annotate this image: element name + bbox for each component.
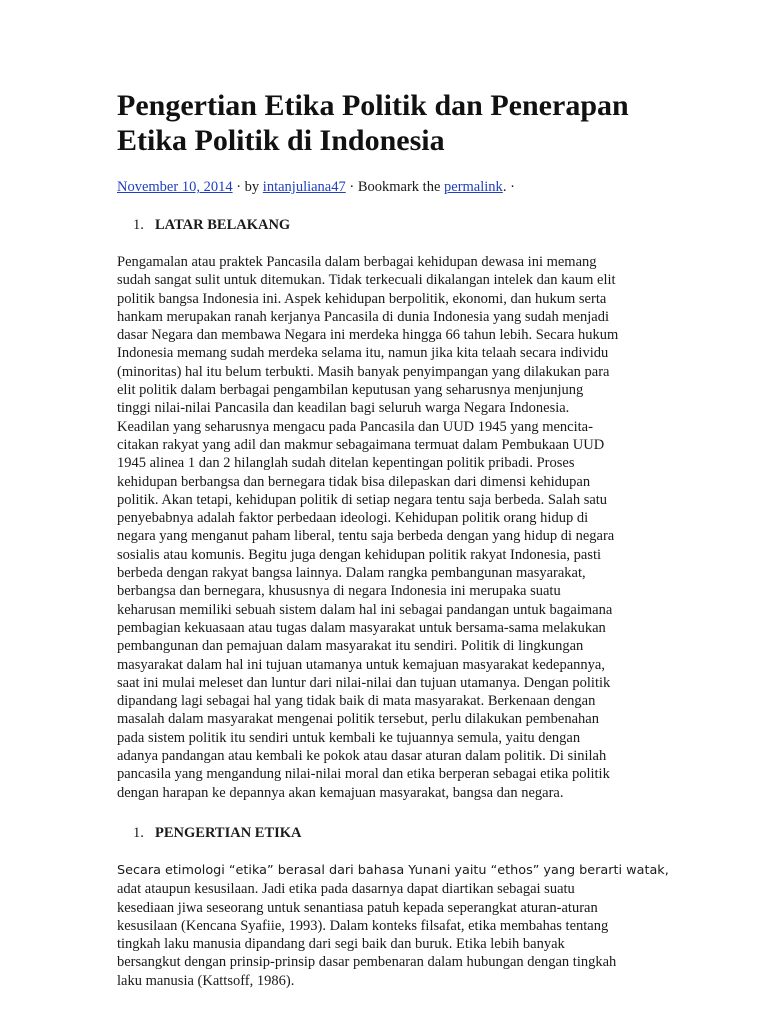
meta-separator-bookmark: · Bookmark the [345, 179, 445, 195]
paragraph-line: masalah dalam masyarakat mengenai politik tersebut, perlu dilakukan pembenahan [117, 711, 599, 728]
paragraph-latar-belakang [117, 253, 657, 802]
paragraph-line: Secara etimologi “etika” berasal dari bahasa Yunani yaitu “ethos” yang berarti watak, [117, 862, 669, 878]
paragraph-line: tingkah laku manusia dipandang dari segi baik dan buruk. Etika lebih banyak [117, 936, 565, 953]
paragraph-line: keharusan memiliki sebuah sistem dalam hal ini sebagai pandangan untuk bagaimana [117, 601, 613, 618]
paragraph-line: negara yang menganut paham liberal, tentu saja berbeda dengan yang hidup di negara [117, 528, 615, 545]
paragraph-line: bersangkut dengan prinsip-prinsip dasar pembenaran dalam hubungan dengan tingkah [117, 954, 617, 971]
paragraph-line: penyebabnya adalah faktor perbedaan ideologi. Kehidupan politik orang hidup di [117, 510, 589, 527]
paragraph-line: masyarakat dalam hal ini tujuan utamanya untuk kemajuan masyarakat kedepannya, [117, 656, 605, 673]
author-link[interactable]: intanjuliana47 [262, 179, 346, 195]
section-title: PENGERTIAN ETIKA [155, 824, 302, 841]
title-line-2: Etika Politik di Indonesia [117, 124, 445, 157]
paragraph-line: pancasila yang mengandung nilai-nilai moral dan etika berperan sebagai etika politik [117, 766, 610, 783]
paragraph-line: citakan rakyat yang adil dan makmur sebagaimana termuat dalam Pembukaan UUD [117, 436, 605, 453]
date-link[interactable]: November 10, 2014 [117, 179, 233, 195]
paragraph-line: kesusilaan (Kencana Syafiie, 1993). Dalam konteks filsafat, etika membahas tentang [117, 917, 609, 934]
article-title [117, 88, 657, 158]
permalink-link[interactable]: permalink [444, 179, 503, 195]
paragraph-line: sudah sangat sulit untuk ditemukan. Tidak terkecuali dikalangan intelek dan kaum elit [117, 272, 616, 289]
paragraph-line: kesediaan jiwa seseorang untuk senantiasa patuh kepada seperangkat aturan-aturan [117, 899, 598, 916]
post-meta [117, 178, 657, 196]
paragraph-line: adat ataupun kesusilaan. Jadi etika pada dasarnya dapat diartikan sebagai suatu [117, 881, 575, 898]
paragraph-line: pembangunan dan pemajuan dalam masyarakat itu sendiri. Politik di lingkungan [117, 638, 584, 655]
paragraph-line: elit politik dalam berbagai pengambilan keputusan yang seharusnya menjunjung [117, 382, 584, 399]
section-heading-latar-belakang [117, 216, 657, 234]
paragraph-line: pembagian kekuasaan atau tugas dalam masyarakat untuk bersama-sama melakukan [117, 619, 606, 636]
section-title: LATAR BELAKANG [155, 217, 291, 233]
paragraph-line: berbangsa dan bernegara, khususnya di negara Indonesia ini merupaka suatu [117, 583, 561, 600]
paragraph-line: (minoritas) hal itu belum terbukti. Masih banyak penyimpangan yang dilakukan para [117, 363, 610, 380]
article [117, 88, 669, 990]
paragraph-line: politik bangsa Indonesia ini. Aspek kehidupan berpolitik, ekonomi, dan hukum serta [117, 290, 607, 307]
paragraph-line: adanya pandangan atau kembali ke pokok atau dasar aturan dalam politik. Di sinilah [117, 748, 607, 765]
section-number: 1. [133, 217, 144, 233]
paragraph-line: hankam merupakan ranah kerjanya Pancasila di dunia Indonesia yang sudah menjadi [117, 308, 610, 325]
paragraph-line: dengan harapan ke depannya akan kemajuan masyarakat, bangsa dan negara. [117, 784, 564, 801]
paragraph-line: laku manusia (Kattsoff, 1986). [117, 972, 295, 989]
paragraph-line: kehidupan berbangsa dan bernegara tidak bisa dilepaskan dari dimensi kehidupan [117, 473, 591, 490]
paragraph-line: saat ini mulai meleset dan luntur dari nilai-nilai dan tujuan utamanya. Dengan politik [117, 674, 611, 691]
paragraph-line: pada sistem politik itu sendiri untuk kembali ke tujuannya semula, yaitu dengan [117, 729, 581, 746]
paragraph-line: Keadilan yang seharusnya mengacu pada Pancasila dan UUD 1945 yang mencita- [117, 418, 593, 435]
paragraph-line: dasar Negara dan membawa Negara ini merdeka hingga 66 tahun lebih. Secara hukum [117, 327, 619, 344]
section-heading-pengertian-etika [117, 824, 657, 842]
paragraph-line: tinggi nilai-nilai Pancasila dan keadilan bagi seluruh warga Negara Indonesia. [117, 400, 570, 417]
paragraph-line: berbeda dengan rakyat bangsa lainnya. Dalam rangka pembangunan masyarakat, [117, 565, 586, 582]
paragraph-line: sosialis atau komunis. Begitu juga dengan kehidupan politik rakyat Indonesia, pasti [117, 546, 602, 563]
paragraph-line: 1945 alinea 1 dan 2 hilanglah sudah ditelan kepentingan politik pribadi. Proses [117, 455, 575, 472]
paragraph-line: Indonesia memang sudah merdeka selama itu, namun jika kita telaah secara individu [117, 345, 609, 362]
section-number: 1. [133, 824, 144, 841]
title-line-1: Pengertian Etika Politik dan Penerapan [117, 89, 629, 122]
paragraph-line: politik. Akan tetapi, kehidupan politik di setiap negara tentu saja berbeda. Salah satu [117, 491, 608, 508]
meta-tail: . · [502, 179, 515, 195]
paragraph-line: dipandang lagi sebagai hal yang tidak baik di mata masyarakat. Berkenaan dengan [117, 693, 596, 710]
paragraph-pengertian-etika [117, 862, 669, 990]
paragraph-line: Pengamalan atau praktek Pancasila dalam berbagai kehidupan dewasa ini memang [117, 254, 597, 270]
meta-separator-by: · by [232, 179, 263, 195]
